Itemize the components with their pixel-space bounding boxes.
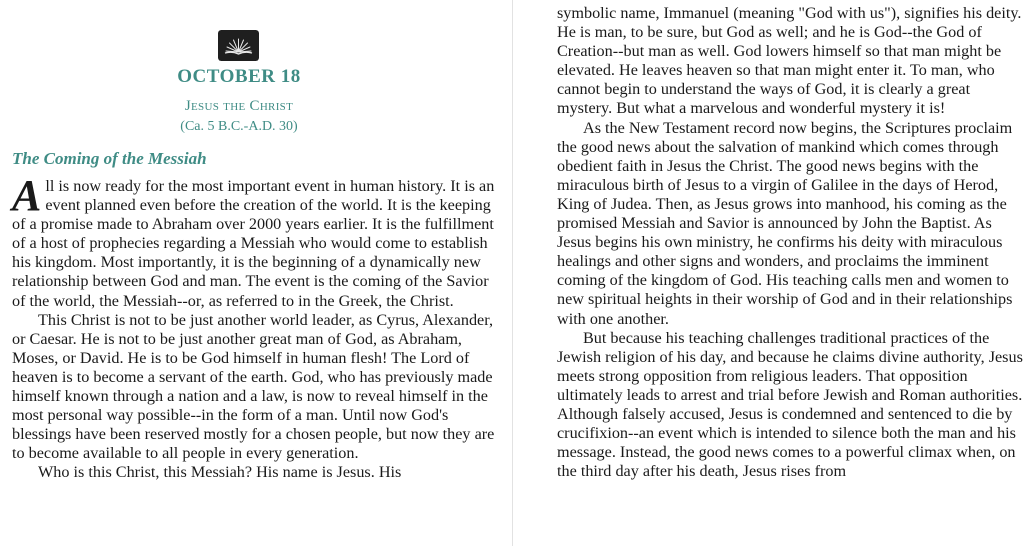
drop-cap: A [12,171,42,220]
section-dates: (Ca. 5 B.C.-A.D. 30) [180,119,298,134]
left-page[interactable] [0,0,506,546]
reading-subtitle: The Coming of the Messiah [12,149,207,168]
book-sunburst-icon [218,30,259,61]
paragraph-text: ll is now ready for the most important event in human history. It is an event planned even before the creation of the world. It is the keeping of a promise made to Abraham over 2000 years earlier. It is the fulfillment of a host of prophecies regarding a Messiah who would come to establish his kingdom. Most importantly, it is the beginning of a dynamically new relationship between God and man. The event is the coming of the Savior of the world, the Messiah--or, as referred to in the Greek, the Christ. [12,177,495,310]
logo [218,30,259,61]
page-date: OCTOBER 18 [177,66,301,87]
page-divider [512,0,513,546]
paragraph: symbolic name, Immanuel (meaning "God with us"), signifies his deity. He is man, to be sure, but God as well; and he is God--the God of Creation--but man as well. God lowers himself so that man might be elevated. He leaves heaven so that man might enter it. To man, who cannot begin to understand the ways of God, it is clearly a great mystery. But what a marvelous and wonderful mystery it is! [557,4,1022,118]
paragraph: As the New Testament record now begins, the Scriptures proclaim the good news about the salvation of mankind which comes through obedient faith in Jesus the Christ. The good news begins with the miraculous birth of Jesus to a virgin of Galilee in the days of Herod, King of Judea. Then, as Jesus grows into manhood, his coming as the promised Messiah and Savior is announced by John the Baptist. As Jesus begins his own ministry, he confirms his deity with miraculous healings and other signs and wonders, and proclaims the imminent coming of the kingdom of God. His teaching calls men and women to new spiritual heights in their worship of God and in their relationships with one another. [557,118,1013,328]
paragraph: But because his teaching challenges traditional practices of the Jewish religion of his day, and because he claims divine authority, Jesus meets strong opposition from religious leaders. That opposition ultimately leads to arrest and trial before Jewish and Roman authorities. Although falsely accused, Jesus is condemned and sentenced to die by crucifixion--an event which is intended to silence both the man and his message. Instead, the good news comes to a powerful climax when, on the third day after his death, Jesus rises from [557,328,1023,481]
right-page[interactable] [517,0,1024,546]
section-title: Jesus the Christ [184,98,294,114]
paragraph [12,171,498,311]
paragraph: This Christ is not to be just another world leader, as Cyrus, Alexander, or Caesar. He is not to be just another great man of God, as Abraham, Moses, or David. He is to be God himself in human flesh! The Lord of heaven is to become a servant of the earth. God, who has previously made himself known through a nation and a law, is now to reveal himself in the most personal way possible--in the form of a man. Until now God's blessings have been reserved mostly for a chosen people, but now they are to become available to all people in every generation. [12,310,495,463]
paragraph: Who is this Christ, this Messiah? His name is Jesus. His [38,463,402,482]
right-body-text [557,4,1024,481]
left-body-text [12,171,498,483]
